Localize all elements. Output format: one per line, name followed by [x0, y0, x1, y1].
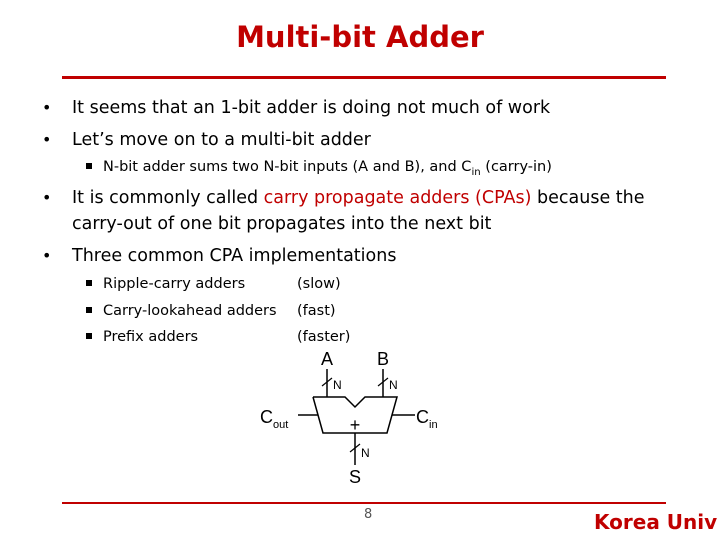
slide-title: Multi-bit Adder: [236, 20, 484, 54]
title-divider: [62, 76, 666, 79]
cout-label: $C_{out}$: [260, 407, 289, 431]
input-a-label: A: [320, 349, 334, 369]
footer-divider: [62, 502, 666, 504]
sub-text: N-bit adder sums two N-bit inputs (A and B), and C: [103, 159, 472, 175]
bus-width-b-label: N: [389, 378, 398, 392]
square-bullet-icon: [86, 280, 92, 286]
sub-text-end: (carry-in): [480, 159, 552, 175]
bullet-text-end: because the: [531, 188, 645, 208]
bullet-text: It seems that an 1-bit adder is doing not much of work: [72, 98, 551, 118]
bullet-text: Three common CPA implementations: [72, 246, 397, 266]
footer-brand: Korea Univ: [594, 510, 718, 534]
square-bullet-icon: [86, 163, 92, 169]
bullet-dot: •: [42, 246, 52, 265]
bullet-dot: •: [42, 188, 52, 207]
bus-width-s-label: N: [361, 446, 370, 460]
square-bullet-icon: [86, 333, 92, 339]
impl-name: Carry-lookahead adders: [103, 303, 277, 319]
cpa-adder-diagram: [250, 345, 450, 490]
bullet-text-line2: carry-out of one bit propagates into the next bit: [72, 214, 492, 234]
impl-speed: (slow): [297, 276, 341, 292]
bullet-dot: •: [42, 130, 52, 149]
plus-symbol: +: [349, 415, 361, 435]
impl-speed: (faster): [297, 329, 351, 345]
cin-label: $C_{in}$: [416, 407, 438, 431]
bullet-text: Let’s move on to a multi-bit adder: [72, 130, 371, 150]
bus-width-a-label: N: [333, 378, 342, 392]
page-number: 8: [364, 507, 373, 522]
impl-name: Prefix adders: [103, 329, 199, 345]
input-b-label: B: [376, 349, 390, 369]
impl-speed: (fast): [297, 303, 336, 319]
cin-subscript: in: [471, 166, 481, 178]
bullet-text: It is commonly called: [72, 188, 264, 208]
output-s-label: S: [348, 467, 362, 487]
bullet-dot: •: [42, 98, 52, 117]
square-bullet-icon: [86, 307, 92, 313]
cpa-highlight: carry propagate adders (CPAs): [263, 188, 532, 208]
impl-name: Ripple-carry adders: [103, 276, 246, 292]
